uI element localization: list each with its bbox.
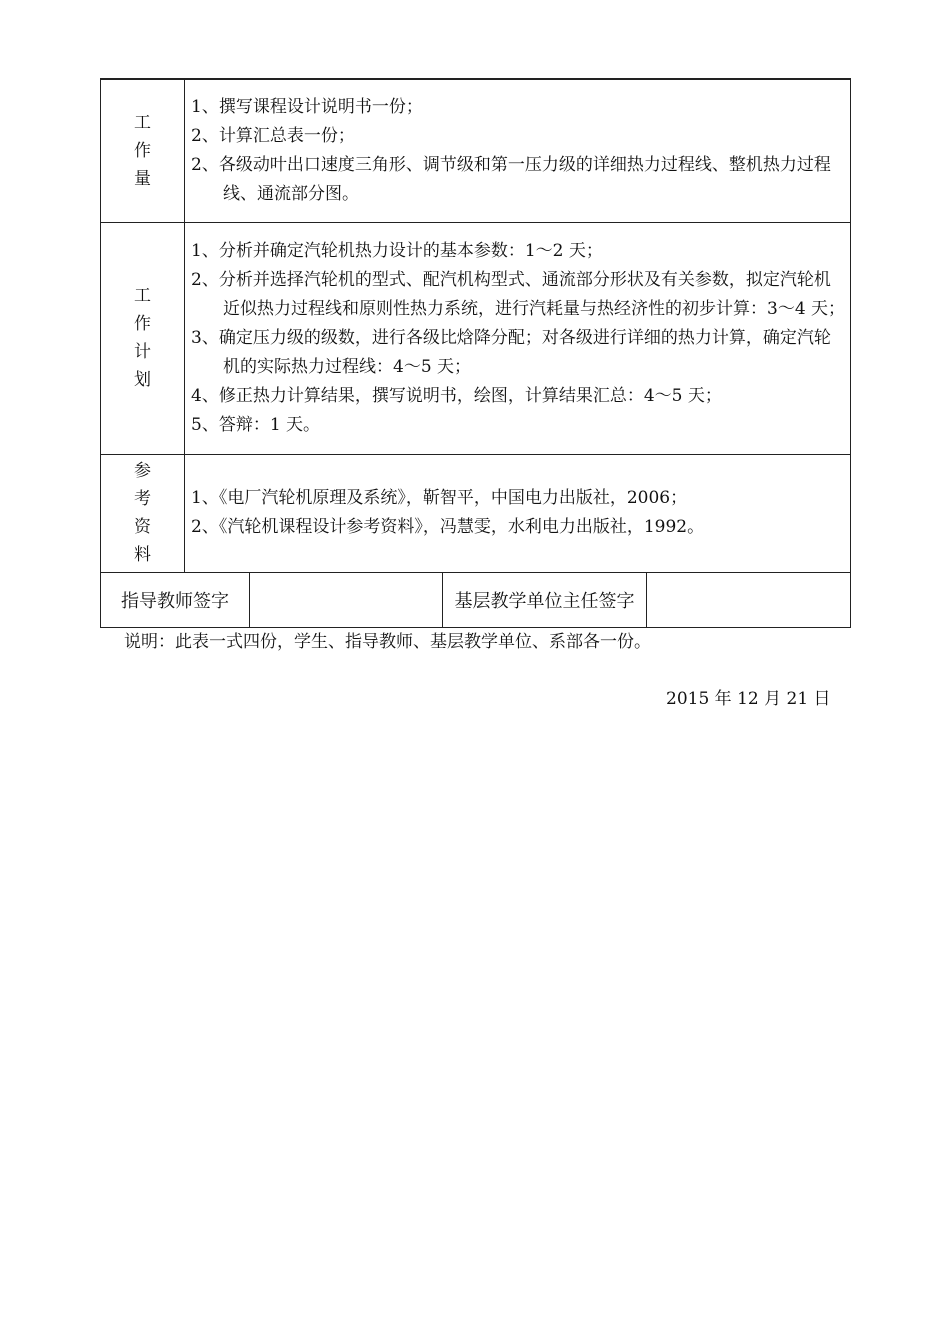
plan-row — [101, 222, 851, 454]
advisor-signature-field[interactable] — [250, 572, 443, 627]
plan-item: 2、分析并选择汽轮机的型式、配汽机构型式、通流部分形状及有关参数，拟定汽轮机近似热力过程线和原则性热力系统，进行汽耗量与热经济性的初步计算：3～4 天； — [191, 269, 846, 319]
form-date: 2015 年 12 月 21 日 — [666, 689, 831, 709]
director-signature-field[interactable] — [647, 572, 851, 627]
workload-item: 2、计算汇总表一份； — [191, 125, 355, 146]
plan-item: 3、确定压力级的级数，进行各级比焓降分配；对各级进行详细的热力计算，确定汽轮机的实际热力过程线：4～5 天； — [191, 327, 831, 377]
reference-item: 2、《汽轮机课程设计参考资料》，冯慧雯，水利电力出版社，1992。 — [191, 517, 705, 537]
form-note: 说明：此表一式四份，学生、指导教师、基层教学单位、系部各一份。 — [124, 632, 651, 652]
references-row — [101, 454, 851, 572]
signature-row — [101, 572, 851, 627]
workload-content — [185, 79, 851, 222]
workload-item: 1、撰写课程设计说明书一份； — [191, 96, 423, 117]
workload-row — [101, 79, 851, 222]
plan-content — [185, 222, 851, 454]
workload-label: 工 作 量 — [101, 79, 185, 222]
advisor-signature-label: 指导教师签字 — [101, 572, 250, 627]
reference-item: 1、《电厂汽轮机原理及系统》，靳智平，中国电力出版社，2006； — [191, 488, 688, 508]
plan-item: 1、分析并确定汽轮机热力设计的基本参数：1～2 天； — [191, 240, 603, 261]
task-table — [100, 78, 851, 628]
references-label: 参 考 资 料 — [101, 454, 185, 572]
director-signature-label: 基层教学单位主任签字 — [443, 572, 647, 627]
task-form — [100, 78, 850, 628]
plan-item: 4、修正热力计算结果，撰写说明书，绘图，计算结果汇总：4～5 天； — [191, 385, 722, 406]
plan-label: 工 作 计 划 — [101, 222, 185, 454]
plan-item: 5、答辩：1 天。 — [191, 414, 321, 435]
references-content — [185, 454, 851, 572]
workload-item: 2、各级动叶出口速度三角形、调节级和第一压力级的详细热力过程线、整机热力过程线、通流部分图。 — [191, 154, 831, 204]
